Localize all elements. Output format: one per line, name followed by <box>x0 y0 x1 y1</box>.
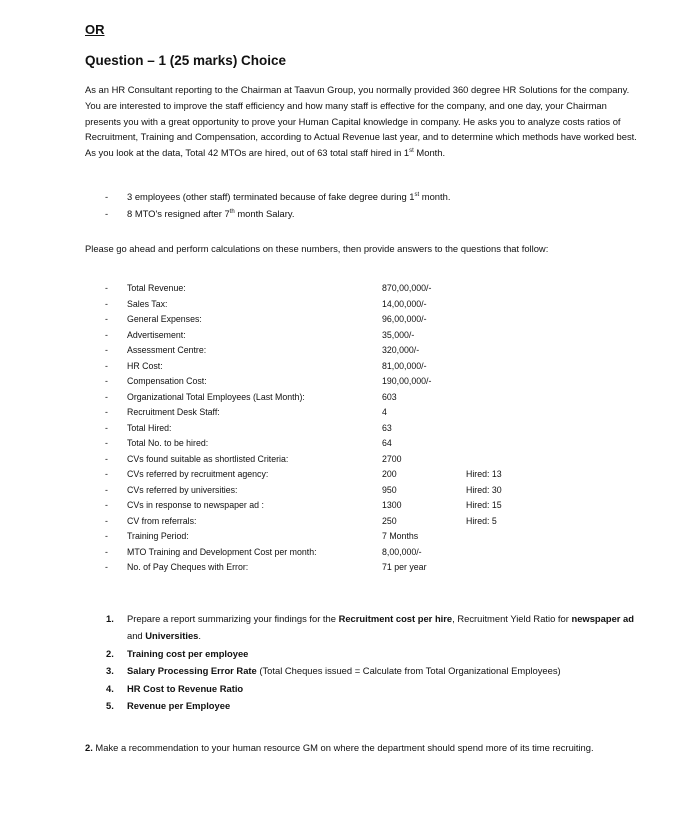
data-label: No. of Pay Cheques with Error: <box>127 562 249 572</box>
data-row: - Total No. to be hired: 64 <box>105 438 392 448</box>
data-label: Advertisement: <box>127 329 186 340</box>
data-value: 1300 <box>382 500 402 510</box>
data-row: - Organizational Total Employees (Last Month): 603 <box>105 391 397 402</box>
data-value: 63 <box>382 422 392 433</box>
data-label: HR Cost: <box>127 360 163 371</box>
data-row: - CVs found suitable as shortlisted Criteria: 2700 <box>105 453 402 464</box>
data-hired: Hired: 13 <box>466 469 502 479</box>
data-list <box>85 283 645 578</box>
bullet-text: 8 MTO's resigned after 7th month Salary. <box>127 208 295 219</box>
data-row: - Sales Tax: 14,00,000/- <box>105 298 427 309</box>
data-label: Compensation Cost: <box>127 376 207 386</box>
data-hired: Hired: 5 <box>466 515 497 526</box>
data-row: - Compensation Cost: 190,00,000/- <box>105 376 432 386</box>
data-hired: Hired: 30 <box>466 484 502 495</box>
data-row: - Total Hired: 63 <box>105 422 392 433</box>
data-value: 81,00,000/- <box>382 360 427 371</box>
data-label: Training Period: <box>127 531 189 541</box>
bullet-text: 3 employees (other staff) terminated because of fake degree during 1st month. <box>127 191 451 202</box>
question-list <box>85 610 645 715</box>
data-row: - Advertisement: 35,000/- <box>105 329 415 340</box>
question-title: Question – 1 (25 marks) Choice <box>85 53 287 68</box>
data-row: - Total Revenue: 870,00,000/- <box>105 283 432 293</box>
intro-paragraph <box>85 82 645 161</box>
data-label: Total No. to be hired: <box>127 438 209 448</box>
instruction-paragraph: Please go ahead and perform calculations on these numbers, then provide answers to the questions that follow: <box>85 243 549 254</box>
data-value: 14,00,000/- <box>382 298 427 309</box>
data-hired: Hired: 15 <box>466 500 502 510</box>
intro-end: Month. <box>413 147 446 159</box>
data-value: 96,00,000/- <box>382 314 427 324</box>
question-number: 4. <box>106 682 114 694</box>
data-label: MTO Training and Development Cost per month: <box>127 546 317 557</box>
data-label: General Expenses: <box>127 314 202 324</box>
data-label: CVs referred by universities: <box>127 484 238 495</box>
data-row: - HR Cost: 81,00,000/- <box>105 360 427 371</box>
intro-superscript: st <box>409 148 414 155</box>
data-value: 950 <box>382 484 397 495</box>
or-heading: OR <box>85 22 105 37</box>
intro-text: As an HR Consultant reporting to the Chairman at Taavun Group, you normally provided 360 degree HR Solutions for the company. You are interested to improve the staff efficiency and how many staff is effective for the company, and one day, your Chairman presents you with a great opportunity to prove your Human Capital knowledge in company. He asks you to analyze costs ratios of Recruitment, Training and Compensation, according to Actual Revenue last year, and to determine which methods have worked best. As you look at the data, Total 42 MTOs are hired, out of 63 total staff hired in 1 <box>85 84 637 159</box>
data-value: 8,00,000/- <box>382 546 422 557</box>
data-label: Assessment Centre: <box>127 345 207 355</box>
data-value: 4 <box>382 407 387 417</box>
list-item <box>85 191 645 208</box>
data-value: 190,00,000/- <box>382 376 432 386</box>
data-row: - CVs in response to newspaper ad : 1300 Hired: 15 <box>105 500 502 510</box>
data-label: Total Revenue: <box>127 283 186 293</box>
data-value: 870,00,000/- <box>382 283 432 293</box>
data-label: CVs in response to newspaper ad : <box>127 500 264 510</box>
question-number: 5. <box>106 700 114 711</box>
bullet-dash: - <box>105 208 109 219</box>
data-row: - MTO Training and Development Cost per month: 8,00,000/- <box>105 546 422 557</box>
data-value: 35,000/- <box>382 329 415 340</box>
data-row: - No. of Pay Cheques with Error: 71 per year <box>105 562 427 572</box>
data-label: Recruitment Desk Staff: <box>127 407 220 417</box>
data-row: - CV from referrals: 250 Hired: 5 <box>105 515 497 526</box>
data-row: - Assessment Centre: 320,000/- <box>105 345 420 355</box>
question-item-4: 4. HR Cost to Revenue Ratio <box>85 680 645 697</box>
question-item-2: 2. Training cost per employee <box>85 645 645 662</box>
data-label: CVs found suitable as shortlisted Criteria: <box>127 453 289 464</box>
data-value: 200 <box>382 469 397 479</box>
recommendation-number: 2. <box>85 742 93 753</box>
data-row: - CVs referred by universities: 950 Hired: 30 <box>105 484 502 495</box>
data-value: 71 per year <box>382 562 427 572</box>
recommendation-text: Make a recommendation to your human resource GM on where the department should spend more of its time recruiting. <box>92 742 594 753</box>
data-label: Total Hired: <box>127 422 172 433</box>
question-item-3: 3. Salary Processing Error Rate (Total Cheques issued = Calculate from Total Organizational Employees) <box>85 662 645 679</box>
data-label: Sales Tax: <box>127 298 168 309</box>
data-value: 250 <box>382 515 397 526</box>
question-item-1: 1. Prepare a report summarizing your findings for the Recruitment cost per hire, Recruitment Yield Ratio for newspaper ad and Universities. <box>85 610 645 644</box>
bullet-dash: - <box>105 191 109 202</box>
data-label: Organizational Total Employees (Last Month): <box>127 391 305 402</box>
question-number: 3. <box>106 665 114 676</box>
data-value: 320,000/- <box>382 345 420 355</box>
recommendation-paragraph <box>85 739 645 756</box>
data-row: - Recruitment Desk Staff: 4 <box>105 407 387 417</box>
data-value: 603 <box>382 391 397 402</box>
question-item-5: 5. Revenue per Employee <box>85 697 645 714</box>
question-number: 1. <box>106 613 114 624</box>
data-value: 64 <box>382 438 392 448</box>
data-label: CVs referred by recruitment agency: <box>127 469 269 479</box>
data-row: - Training Period: 7 Months <box>105 531 419 541</box>
data-label: CV from referrals: <box>127 515 197 526</box>
bullet-list <box>85 191 645 225</box>
question-number: 2. <box>106 647 114 659</box>
data-row: - CVs referred by recruitment agency: 200 Hired: 13 <box>105 469 502 479</box>
data-row: - General Expenses: 96,00,000/- <box>105 314 427 324</box>
data-value: 7 Months <box>382 531 419 541</box>
data-value: 2700 <box>382 453 402 464</box>
list-item <box>85 208 645 225</box>
